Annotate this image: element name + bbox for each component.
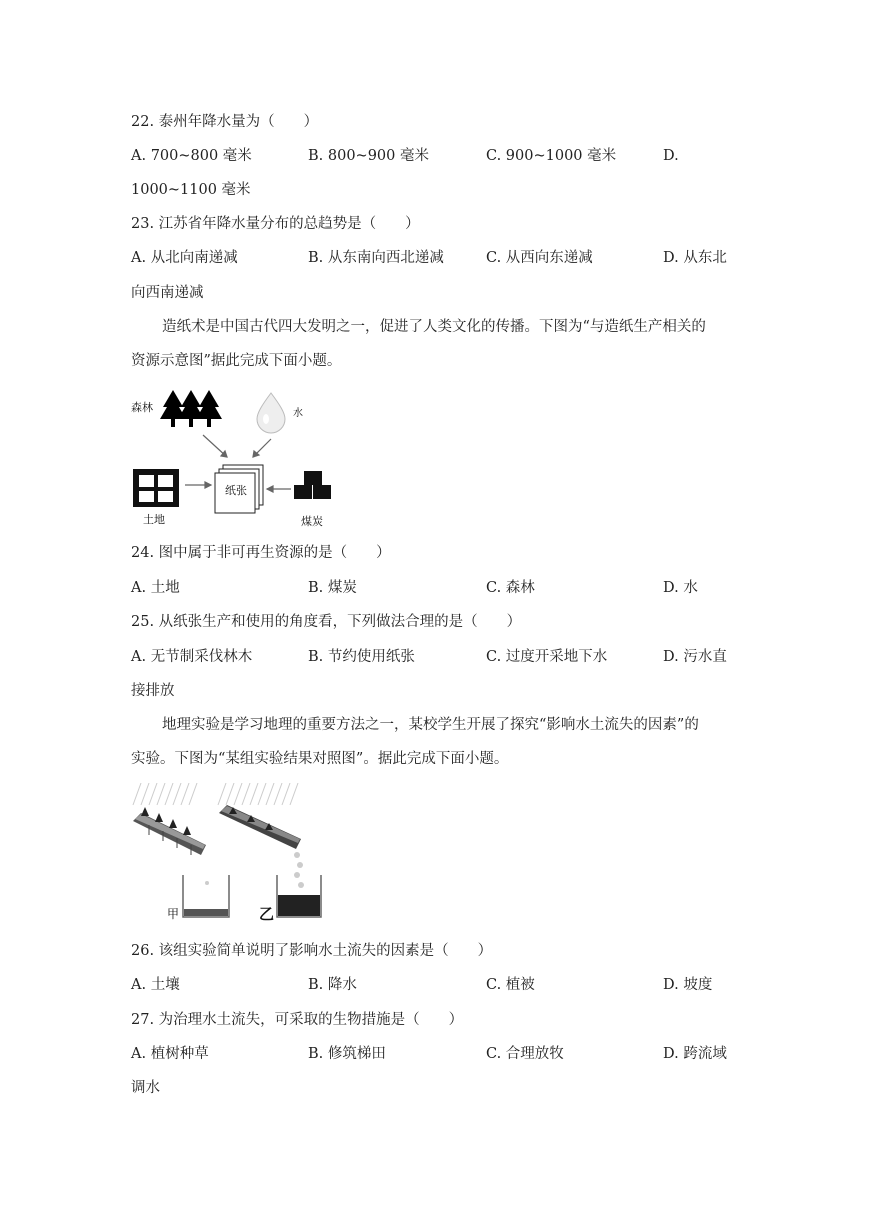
rain-hatching-icon [133, 783, 298, 805]
intro1-line2: 资源示意图”据此完成下面小题。 [131, 353, 342, 369]
q25-option-c: C. 过度开采地下水 [486, 649, 608, 665]
q23-option-d-continued: 向西南递减 [131, 285, 204, 301]
paper-resources-figure [131, 385, 336, 530]
water-drop-icon [257, 393, 285, 433]
q24-stem: 24. 图中属于非可再生资源的是（ ） [131, 545, 391, 561]
beaker-yi-label: 乙 [259, 905, 275, 923]
q22-option-c: C. 900~1000 毫米 [486, 148, 617, 164]
q27-stem: 27. 为治理水土流失，可采取的生物措施是（ ） [131, 1012, 464, 1028]
q22-stem: 22. 泰州年降水量为（ ） [131, 114, 319, 130]
q27-option-c: C. 合理放牧 [486, 1046, 564, 1062]
bare-slope-icon [219, 805, 301, 849]
coal-icon [294, 471, 331, 499]
q22-option-a: A. 700~800 毫米 [131, 148, 252, 164]
intro1-line1: 造纸术是中国古代四大发明之一，促进了人类文化的传播。下图为“与造纸生产相关的 [162, 319, 706, 335]
q25-option-b: B. 节约使用纸张 [308, 649, 415, 665]
q23-option-d: D. 从东北 [663, 250, 727, 266]
land-plot-icon [133, 469, 179, 507]
q23-option-a: A. 从北向南递减 [131, 250, 238, 266]
q26-stem: 26. 该组实验简单说明了影响水土流失的因素是（ ） [131, 943, 493, 959]
intro2-line2: 实验。下图为“某组实验结果对照图”。据此完成下面小题。 [131, 751, 509, 767]
q22-option-b: B. 800~900 毫米 [308, 148, 429, 164]
q26-option-a: A. 土壤 [131, 977, 180, 993]
q25-stem: 25. 从纸张生产和使用的角度看，下列做法合理的是（ ） [131, 614, 522, 630]
q24-option-b: B. 煤炭 [308, 580, 357, 596]
q23-option-b: B. 从东南向西北递减 [308, 250, 444, 266]
q27-option-d-continued: 调水 [131, 1080, 160, 1096]
q25-option-d: D. 污水直 [663, 649, 727, 665]
q26-option-d: D. 坡度 [663, 977, 713, 993]
q23-stem: 23. 江苏省年降水量分布的总趋势是（ ） [131, 216, 420, 232]
q24-option-c: C. 森林 [486, 580, 535, 596]
q26-option-b: B. 降水 [308, 977, 357, 993]
runoff-drops-icon [205, 852, 304, 888]
q25-option-a: A. 无节制采伐林木 [131, 649, 253, 665]
land-label: 土地 [143, 513, 165, 526]
paper-label: 纸张 [225, 484, 247, 497]
beaker-yi-icon [277, 875, 321, 917]
erosion-experiment-figure [131, 783, 326, 928]
forest-label: 森林 [131, 401, 153, 414]
q25-option-d-continued: 接排放 [131, 683, 175, 699]
coal-label: 煤炭 [301, 515, 323, 528]
forest-trees-icon [160, 390, 222, 427]
q27-option-d: D. 跨流域 [663, 1046, 727, 1062]
q24-option-a: A. 土地 [131, 580, 180, 596]
q22-option-d-continued: 1000~1100 毫米 [131, 182, 251, 198]
q24-option-d: D. 水 [663, 580, 698, 596]
q26-option-c: C. 植被 [486, 977, 535, 993]
water-label: 水 [293, 408, 303, 419]
q23-option-c: C. 从西向东递减 [486, 250, 593, 266]
q22-option-d: D. [663, 148, 679, 164]
intro2-line1: 地理实验是学习地理的重要方法之一，某校学生开展了探究“影响水土流失的因素”的 [162, 717, 699, 733]
q27-option-a: A. 植树种草 [131, 1046, 209, 1062]
q27-option-b: B. 修筑梯田 [308, 1046, 386, 1062]
vegetated-slope-icon [133, 807, 206, 855]
beaker-jia-label: 甲 [167, 907, 180, 921]
